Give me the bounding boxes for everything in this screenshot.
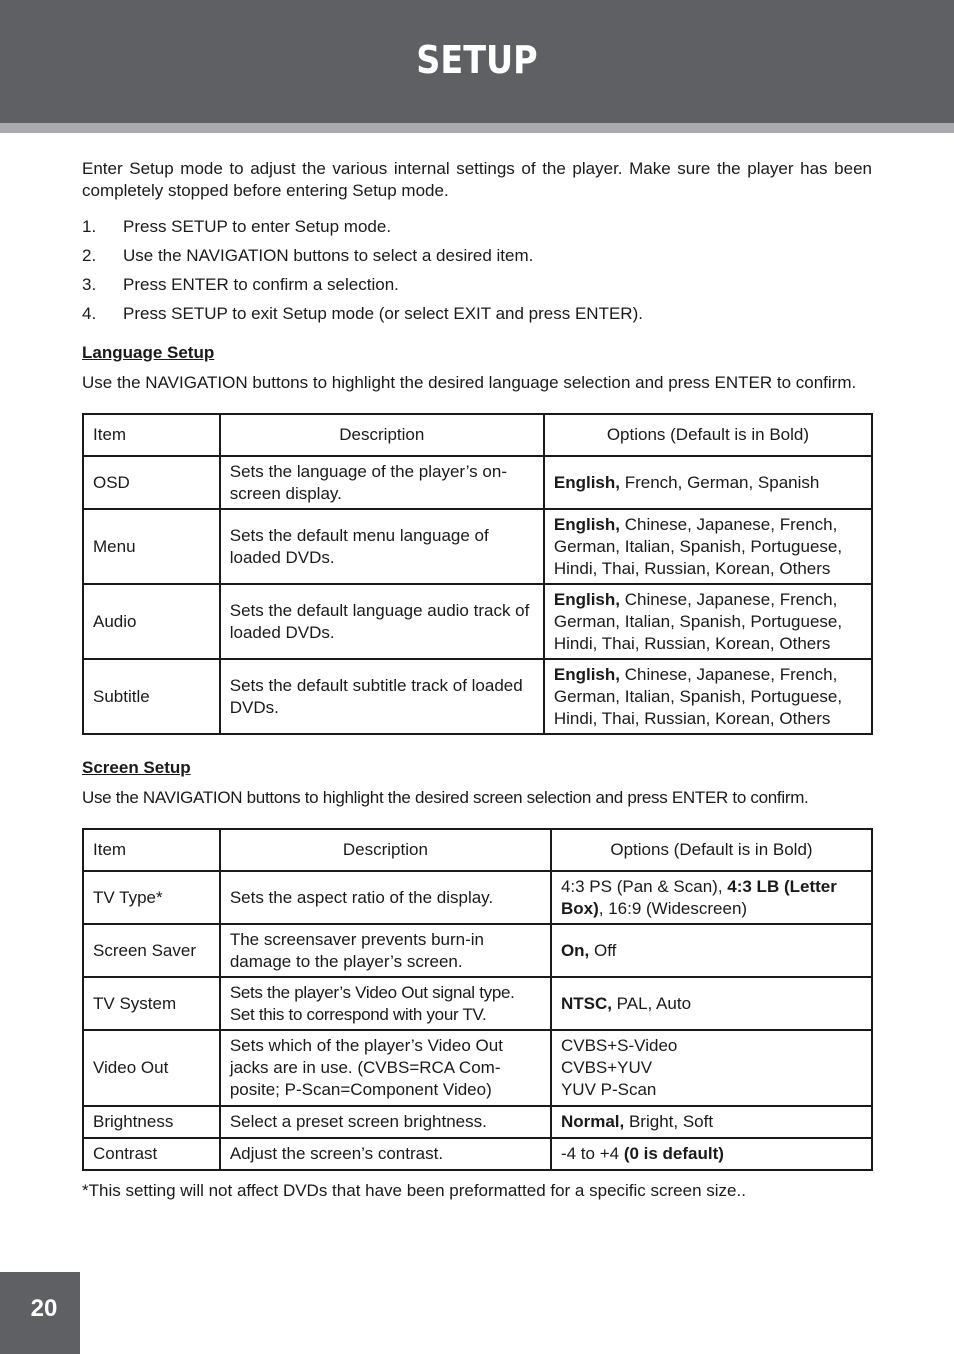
table-row: Subtitle Sets the default subtitle track of loaded DVDs. English, Chinese, Japanese, French, German, Italian, Spanish, Portuguese, Hindi, Thai, Russian, Korean, Others [83,659,872,734]
screen-setup-table [82,828,873,1171]
table-row: OSD Sets the language of the player’s on-screen display. English, French, German, Spanish [83,456,872,509]
header-divider [0,123,954,133]
table-row: Screen Saver The screensaver prevents burn-in damage to the player’s screen. On, Off [83,924,872,977]
table-row: Brightness Select a preset screen brightness. Normal, Bright, Soft [83,1106,872,1138]
table-row: Contrast Adjust the screen’s contrast. -4 to +4 (0 is default) [83,1138,872,1170]
page-title: SETUP [416,38,538,82]
list-item: 1. Press SETUP to enter Setup mode. [82,217,392,236]
list-item: 3. Press ENTER to confirm a selection. [82,275,399,294]
page-header [0,0,954,123]
steps-list [82,216,872,332]
screen-setup-heading: Screen Setup [82,758,191,777]
table-row: Video Out Sets which of the player’s Video Out jacks are in use. (CVBS=RCA Com-posite; P-Scan=Component Video) CVBS+S-Video CVBS+YUV YUV P-Scan [83,1030,872,1106]
table-header-row [83,829,872,871]
page-content [82,158,872,1202]
table-header-row [83,414,872,456]
page-number: 20 [30,1295,58,1322]
table-row: TV Type* Sets the aspect ratio of the display. 4:3 PS (Pan & Scan), 4:3 LB (Letter Box), 16:9 (Widescreen) [83,871,872,924]
intro-paragraph: Enter Setup mode to adjust the various internal settings of the player. Make sure the player has been completely stopped before entering Setup mode. [82,159,872,200]
table-row: Audio Sets the default language audio track of loaded DVDs. English, Chinese, Japanese, French, German, Italian, Spanish, Portuguese, Hindi, Thai, Russian, Korean, Others [83,584,872,659]
table-row: Menu Sets the default menu language of loaded DVDs. English, Chinese, Japanese, French, German, Italian, Spanish, Portuguese, Hindi, Thai, Russian, Korean, Others [83,509,872,584]
list-item: 2. Use the NAVIGATION buttons to select a desired item. [82,246,534,265]
column-header: Options (Default is in Bold) [544,414,872,456]
language-setup-intro: Use the NAVIGATION buttons to highlight the desired language selection and press ENTER to confirm. [82,373,857,392]
footnote: *This setting will not affect DVDs that have been preformatted for a specific screen size.. [82,1181,746,1200]
column-header: Options (Default is in Bold) [551,829,872,871]
list-item: 4. Press SETUP to exit Setup mode (or select EXIT and press ENTER). [82,304,643,323]
page-number-box [0,1272,80,1354]
language-setup-heading: Language Setup [82,343,215,362]
column-header: Description [220,414,544,456]
column-header: Description [220,829,551,871]
table-row: TV System Sets the player’s Video Out signal type. Set this to correspond with your TV. NTSC, PAL, Auto [83,977,872,1030]
screen-setup-intro: Use the NAVIGATION buttons to highlight the desired screen selection and press ENTER to confirm. [82,788,809,807]
language-setup-table [82,413,873,735]
column-header: Item [83,829,220,871]
column-header: Item [83,414,220,456]
